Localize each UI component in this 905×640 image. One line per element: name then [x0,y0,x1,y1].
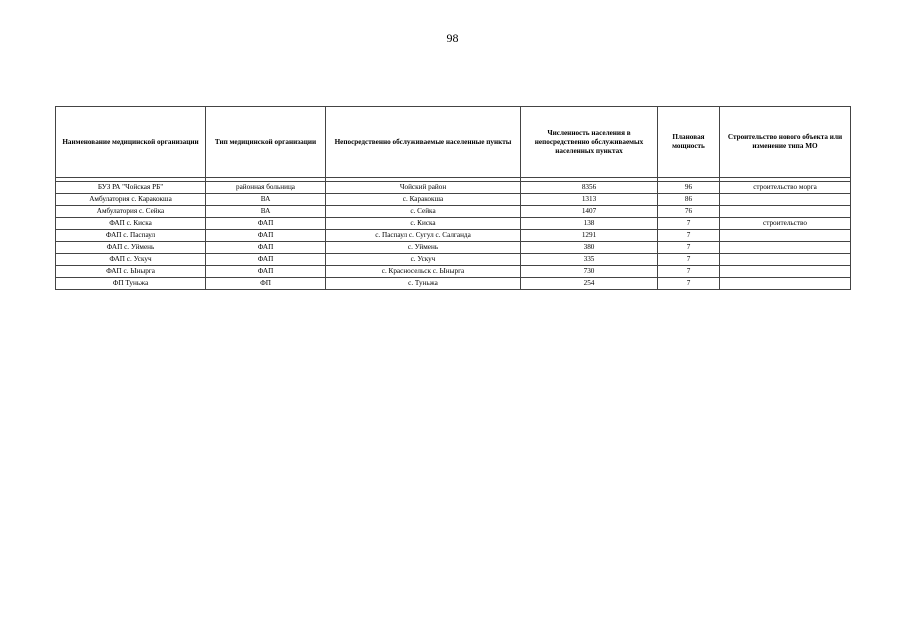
cell-org-name: ФАП с. Ынырга [56,266,206,278]
cell-org-type: районная больница [206,182,326,194]
cell-construction [720,254,851,266]
cell-org-name: ФП Туньжа [56,278,206,290]
table-header-row [56,107,851,178]
cell-construction: строительство морга [720,182,851,194]
cell-planned-capacity: 7 [658,218,720,230]
cell-population: 138 [521,218,658,230]
cell-planned-capacity: 96 [658,182,720,194]
table-row [56,182,851,194]
cell-org-name: ФАП с. Киска [56,218,206,230]
table-row [56,194,851,206]
cell-served-settlements: Чойский район [326,182,521,194]
cell-population: 254 [521,278,658,290]
cell-population: 8356 [521,182,658,194]
cell-construction [720,206,851,218]
header-construction: Строительство нового объекта или изменение типа МО [720,107,851,178]
cell-org-type: ВА [206,194,326,206]
header-org-type: Тип медицинской организации [206,107,326,178]
cell-planned-capacity: 86 [658,194,720,206]
cell-org-type: ФАП [206,266,326,278]
cell-planned-capacity: 7 [658,254,720,266]
cell-served-settlements: с. Красносельск с. Ынырга [326,266,521,278]
header-planned-capacity: Плановая мощность [658,107,720,178]
cell-org-name: Амбулатория с. Сейка [56,206,206,218]
table-row [56,230,851,242]
cell-org-type: ВА [206,206,326,218]
cell-served-settlements: с. Киска [326,218,521,230]
table-body [56,178,851,290]
cell-population: 1407 [521,206,658,218]
cell-org-type: ФАП [206,218,326,230]
cell-org-name: ФАП с. Паспаул [56,230,206,242]
cell-construction [720,266,851,278]
cell-population: 380 [521,242,658,254]
table-row [56,218,851,230]
cell-planned-capacity: 76 [658,206,720,218]
table-row [56,206,851,218]
cell-served-settlements: с. Туньжа [326,278,521,290]
table-row [56,242,851,254]
cell-org-type: ФАП [206,254,326,266]
cell-served-settlements: с. Сейка [326,206,521,218]
table-row [56,266,851,278]
cell-org-name: БУЗ РА "Чойская РБ" [56,182,206,194]
table-row [56,278,851,290]
medical-organizations-table [55,106,851,290]
cell-served-settlements: с. Уймень [326,242,521,254]
cell-served-settlements: с. Ускуч [326,254,521,266]
cell-served-settlements: с. Каракокша [326,194,521,206]
cell-population: 1291 [521,230,658,242]
cell-org-type: ФП [206,278,326,290]
cell-org-type: ФАП [206,242,326,254]
cell-construction [720,194,851,206]
cell-construction: строительство [720,218,851,230]
cell-planned-capacity: 7 [658,278,720,290]
cell-org-type: ФАП [206,230,326,242]
header-served-settlements: Непосредственно обслуживаемые населенные пункты [326,107,521,178]
cell-construction [720,242,851,254]
cell-org-name: Амбулатория с. Каракокша [56,194,206,206]
cell-served-settlements: с. Паспаул с. Сугул с. Салганда [326,230,521,242]
cell-org-name: ФАП с. Ускуч [56,254,206,266]
cell-population: 730 [521,266,658,278]
cell-construction [720,230,851,242]
cell-population: 1313 [521,194,658,206]
header-org-name: Наименование медицинской организации [56,107,206,178]
table-row [56,254,851,266]
page-number: 98 [446,31,459,45]
cell-construction [720,278,851,290]
cell-population: 335 [521,254,658,266]
cell-planned-capacity: 7 [658,242,720,254]
cell-org-name: ФАП с. Уймень [56,242,206,254]
cell-planned-capacity: 7 [658,230,720,242]
cell-planned-capacity: 7 [658,266,720,278]
header-population: Численность населения в непосредственно обслуживаемых населенных пунктах [521,107,658,178]
